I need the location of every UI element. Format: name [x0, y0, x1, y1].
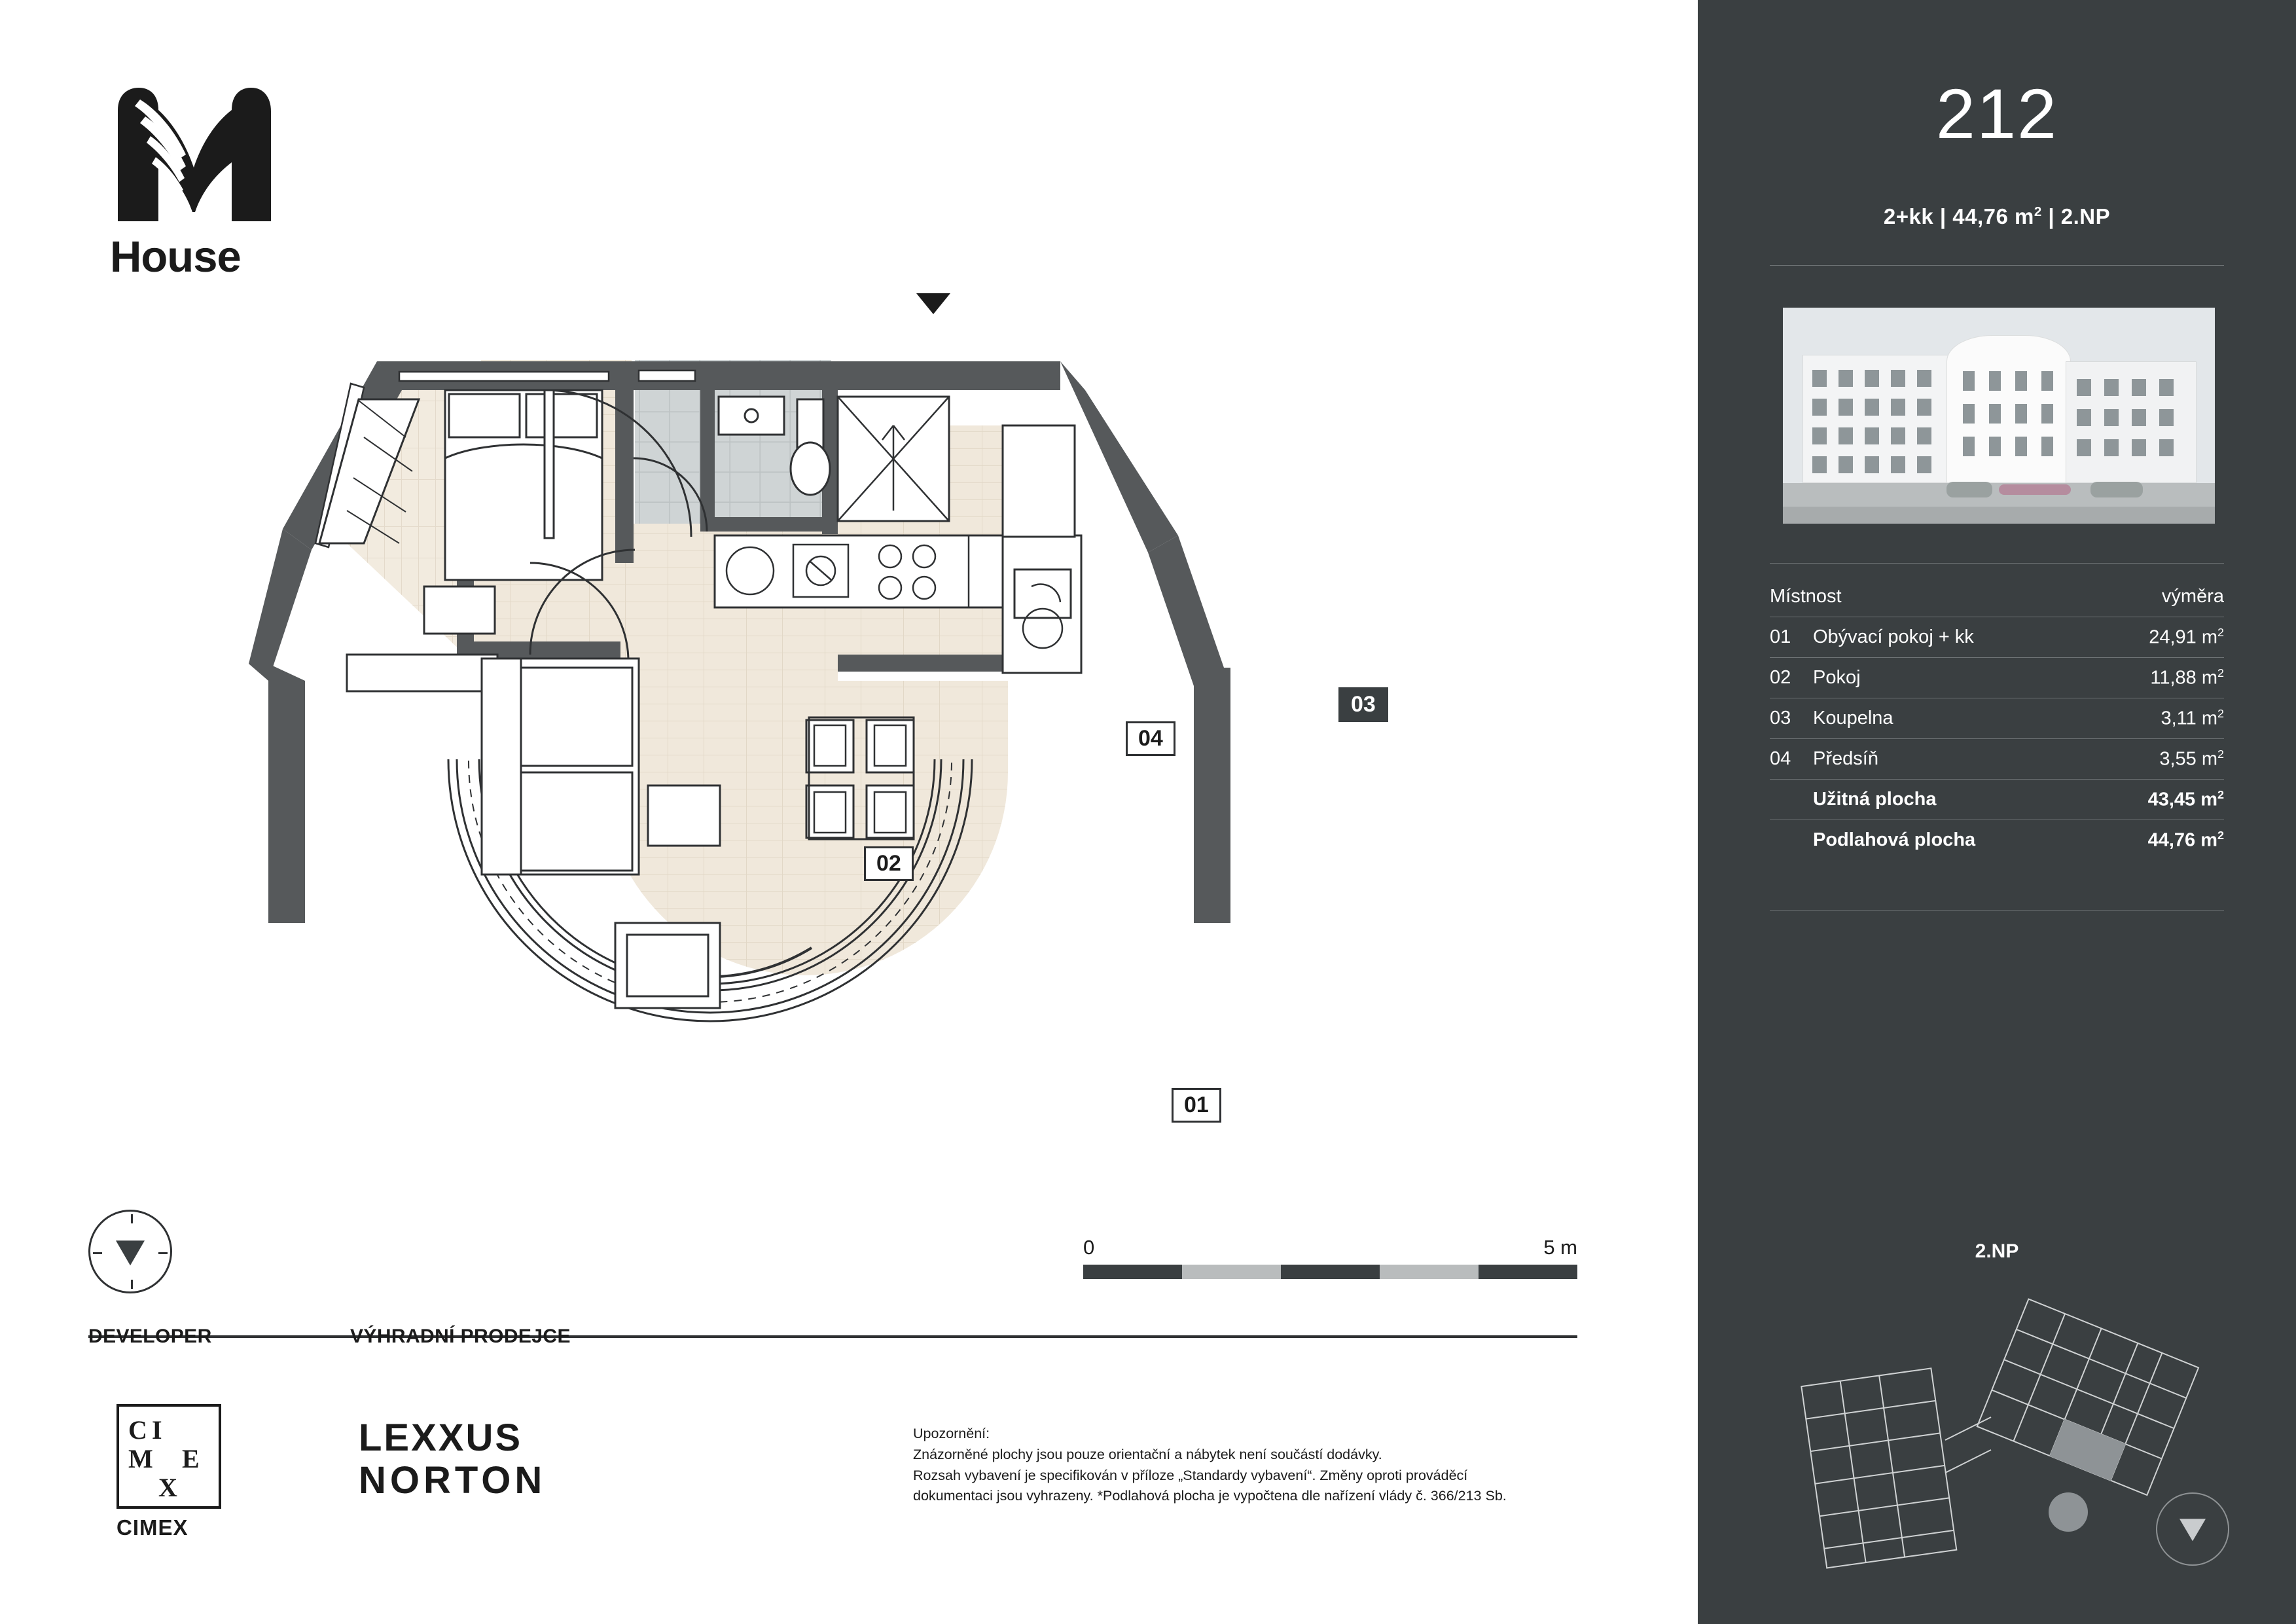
room-tag-03: 03: [1338, 687, 1388, 722]
lexxus-norton-logo: [359, 1417, 546, 1502]
floor-label: 2.NP: [1975, 1240, 2019, 1262]
row-room-name: Pokoj: [1813, 667, 1861, 688]
row-room-name: Koupelna: [1813, 708, 1893, 729]
cimex-letter-c: C: [128, 1415, 147, 1445]
building-photo: [1783, 308, 2215, 524]
cimex-letter-x: X: [158, 1473, 177, 1502]
row-index: 03: [1770, 708, 1791, 729]
total-label: Podlahová plocha: [1813, 829, 1976, 850]
panel-divider-1: [1770, 265, 2224, 266]
scale-bar: [1083, 1236, 1577, 1279]
cimex-logo-word: CIMEX: [117, 1515, 188, 1540]
row-area: 11,88 $m^2$: [2150, 666, 2224, 689]
table-row-total: [1770, 779, 2224, 820]
total-area: 44,76 $m^2$: [2147, 829, 2224, 851]
room-tag-01: 01: [1172, 1088, 1221, 1123]
unit-subtitle-tail: | 2.NP: [2041, 204, 2111, 228]
scale-start-label: 0: [1083, 1236, 1095, 1259]
table-row: [1770, 738, 2224, 779]
unit-subtitle-sup: 2: [2034, 204, 2042, 219]
room-tag-04: 04: [1126, 721, 1175, 756]
cimex-logo: [117, 1404, 238, 1540]
room-tag-02: 02: [864, 846, 914, 881]
total-area: 43,45 $m^2$: [2147, 788, 2224, 810]
row-room-name: Předsíň: [1813, 748, 1878, 769]
row-index: 01: [1770, 626, 1791, 647]
legal-notice-line-1: Znázorněné plochy jsou pouze orientační a nábytek není součástí dodávky.: [913, 1446, 1382, 1462]
row-index: 02: [1770, 667, 1791, 688]
row-area: 24,91 $m^2$: [2149, 626, 2224, 648]
legal-notice-line-3: dokumentaci jsou vyhrazeny. *Podlahová plocha je vypočtena dle nařízení vlády č. 366/213 Sb.: [913, 1488, 1507, 1504]
keyplan-compass-icon: [2156, 1492, 2229, 1566]
unit-subtitle: [1698, 204, 2296, 229]
unit-number: 212: [1935, 74, 2058, 153]
panel-divider-2: [1770, 563, 2224, 564]
table-header-area: výměra: [2161, 586, 2224, 607]
lexxus-line-1: LEXXUS: [359, 1416, 523, 1459]
row-area: 3,11 $m^2$: [2161, 707, 2224, 729]
scale-end-label: 5 m: [1543, 1236, 1577, 1259]
apartment-floorplan: [249, 262, 1532, 1178]
entrance-arrow-icon: [916, 293, 950, 314]
total-label: Užitná plocha: [1813, 789, 1937, 810]
cimex-logo-box: [117, 1404, 221, 1509]
brand-logo-word: House: [110, 232, 241, 281]
row-area: 3,55 $m^2$: [2159, 748, 2224, 770]
key-plan: [1795, 1276, 2214, 1584]
compass-north-icon: [88, 1210, 172, 1293]
cimex-letter-m: M: [128, 1444, 153, 1473]
m-house-logo-mark: [110, 84, 274, 225]
row-room-name: Obývací pokoj + kk: [1813, 626, 1974, 647]
lexxus-line-2: NORTON: [359, 1458, 547, 1502]
legal-notice-line-2: Rozsah vybavení je specifikován v příloze „Standardy vybavení“. Změny oproti prováděcí: [913, 1467, 1468, 1483]
key-plan-drawing: [1795, 1276, 2214, 1584]
footer-divider: [88, 1335, 1577, 1338]
table-row: [1770, 657, 2224, 698]
unit-info-panel: [1698, 0, 2296, 1624]
table-row: [1770, 698, 2224, 738]
cimex-letter-i: I: [152, 1415, 162, 1445]
legal-notice-title: Upozornění:: [913, 1426, 990, 1441]
table-header-room: Místnost: [1770, 586, 1842, 607]
developer-label: DEVELOPER: [88, 1326, 212, 1347]
table-row-total: [1770, 820, 2224, 860]
cimex-letter-e: E: [182, 1444, 200, 1473]
room-area-table: [1770, 586, 2224, 860]
panel-divider-3: [1770, 910, 2224, 911]
table-row: [1770, 617, 2224, 657]
seller-label: VÝHRADNÍ PRODEJCE: [350, 1326, 571, 1347]
scale-bar-segments: [1083, 1265, 1577, 1279]
row-index: 04: [1770, 748, 1791, 769]
legal-notice: [913, 1424, 1620, 1507]
unit-subtitle-main: 2+kk | 44,76 m: [1883, 204, 2034, 228]
